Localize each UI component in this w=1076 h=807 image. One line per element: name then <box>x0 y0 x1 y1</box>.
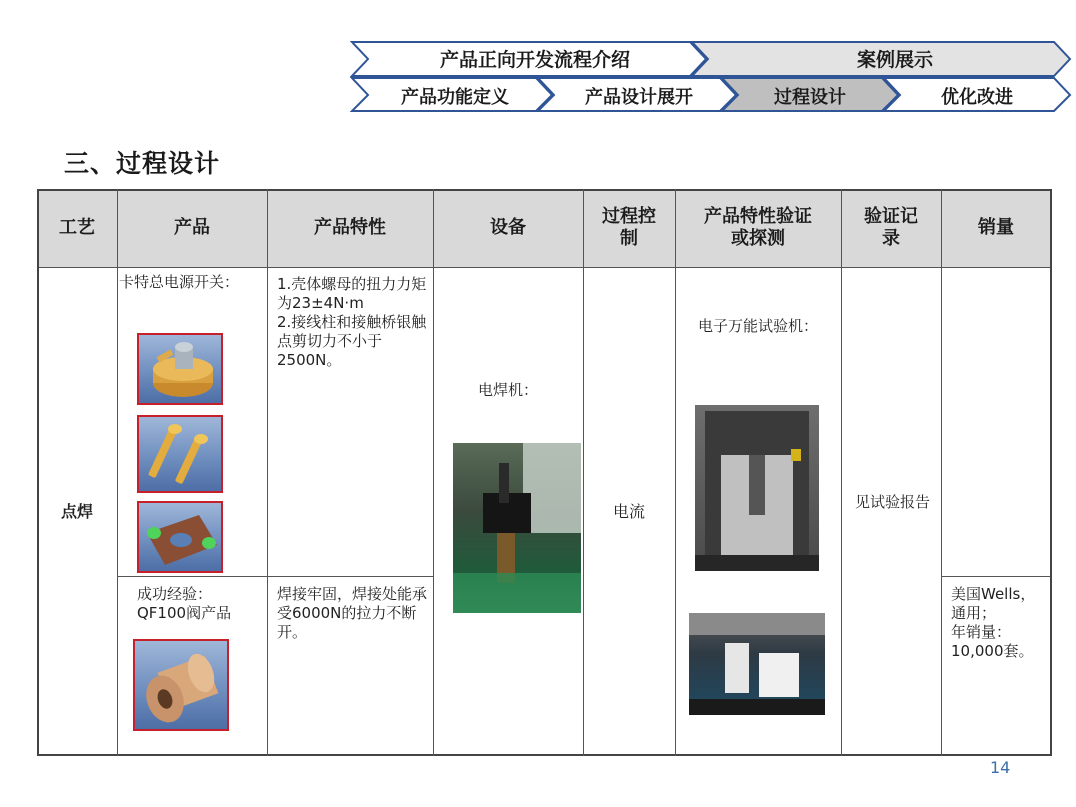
header-sales: 销量 <box>941 189 1051 267</box>
terminal-post-image <box>137 415 223 493</box>
welding-machine-photo <box>453 443 581 613</box>
process-navigation <box>350 40 1072 112</box>
nav-label-design[interactable]: 产品设计展开 <box>585 87 693 108</box>
nav-label-case-show[interactable]: 案例展示 <box>856 49 933 71</box>
verification-record: 见试验报告 <box>855 493 931 511</box>
header-process: 工艺 <box>37 189 117 267</box>
header-verification: 产品特性验证 或探测 <box>675 189 841 267</box>
contact-bridge-image <box>137 501 223 573</box>
nav-label-optimize[interactable]: 优化改进 <box>941 87 1013 108</box>
product-2-label: 成功经验： QF100阀产品 <box>137 585 232 622</box>
tensile-tester-photo <box>695 405 819 571</box>
process-control: 电流 <box>612 501 645 521</box>
sales-volume: 美国Wells，通用； 年销量： 10,000套。 <box>951 585 1036 660</box>
equipment-label: 电焊机： <box>477 381 538 399</box>
nav-label-function[interactable]: 产品功能定义 <box>401 87 509 108</box>
page-number: 14 <box>990 758 1011 777</box>
characteristic-1: 1.壳体螺母的扭力力矩为23±4N·m 2.接线柱和接触桥银触点剪切力不小于2500N。 <box>277 275 427 369</box>
nav-label-process[interactable]: 过程设计 <box>774 87 846 108</box>
process-name: 点焊 <box>60 501 93 521</box>
nav-label-flow-intro[interactable]: 产品正向开发流程介绍 <box>439 49 630 71</box>
verification-label: 电子万能试验机： <box>697 317 818 335</box>
valve-product-image <box>133 639 229 731</box>
header-characteristic: 产品特性 <box>267 189 433 267</box>
header-equipment: 设备 <box>433 189 583 267</box>
header-control: 过程控 制 <box>583 189 675 267</box>
product-1-label: 卡特总电源开关： <box>119 273 240 291</box>
process-design-table <box>37 189 1051 755</box>
power-switch-image <box>137 333 223 405</box>
header-product: 产品 <box>117 189 267 267</box>
characteristic-2: 焊接牢固，焊接处能承受6000N的拉力不断开。 <box>277 585 428 641</box>
test-equipment-photo <box>689 613 825 715</box>
section-title: 三、过程设计 <box>64 149 221 178</box>
header-record: 验证记 录 <box>841 189 941 267</box>
